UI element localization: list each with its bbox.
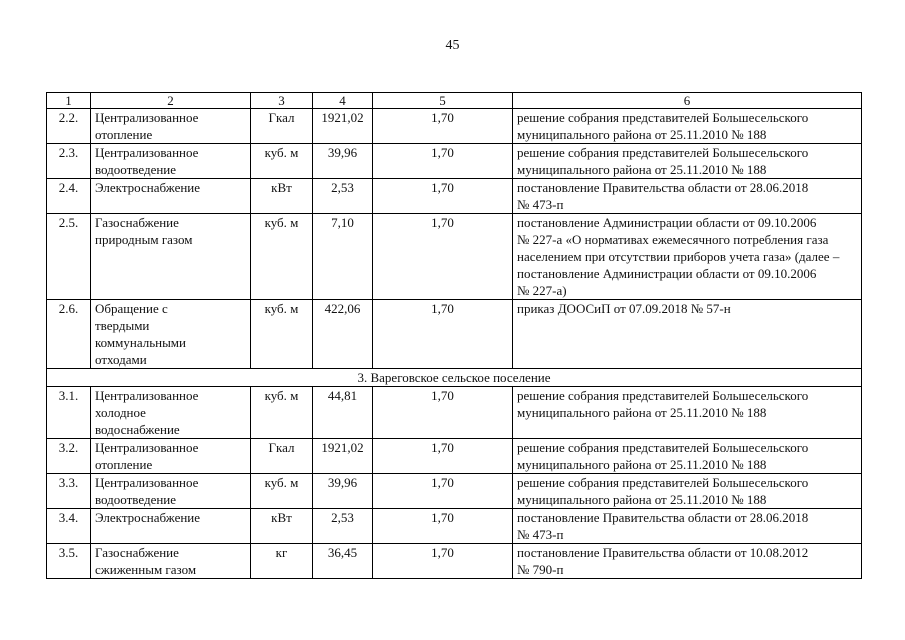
basis-cell-line: муниципального района от 25.11.2010 № 188 <box>517 492 767 507</box>
service-name-line: Электроснабжение <box>95 510 201 525</box>
basis-cell-line: приказ ДООСиП от 07.09.2018 № 57-н <box>517 301 731 316</box>
table-row <box>47 474 862 509</box>
header-cell: 2 <box>91 93 251 109</box>
service-name-line: Газоснабжение <box>95 545 179 560</box>
service-name <box>91 300 251 369</box>
basis-cell-line: муниципального района от 25.11.2010 № 188 <box>517 457 767 472</box>
row-number: 3.1. <box>47 387 91 439</box>
header-cell: 4 <box>313 93 373 109</box>
section-block <box>47 369 862 387</box>
coefficient-cell: 1,70 <box>373 144 513 179</box>
unit-cell: Гкал <box>251 109 313 144</box>
table-body-block-a <box>47 93 862 369</box>
header-cell: 1 <box>47 93 91 109</box>
basis-cell <box>513 109 862 144</box>
header-cell: 3 <box>251 93 313 109</box>
value-cell: 2,53 <box>313 179 373 214</box>
basis-cell-line: постановление Правительства области от 28.06.2018 <box>517 510 809 525</box>
norms-table <box>46 92 862 579</box>
service-name-line: отходами <box>95 352 147 367</box>
basis-cell-line: решение собрания представителей Большесельского <box>517 110 809 125</box>
unit-cell: кВт <box>251 509 313 544</box>
unit-cell: куб. м <box>251 387 313 439</box>
service-name <box>91 509 251 544</box>
coefficient-cell: 1,70 <box>373 300 513 369</box>
unit-cell: кг <box>251 544 313 579</box>
service-name <box>91 474 251 509</box>
table-row <box>47 179 862 214</box>
basis-cell-line: № 227-а) <box>517 283 567 298</box>
service-name-line: природным газом <box>95 232 193 247</box>
basis-cell-line: № 473-п <box>517 527 564 542</box>
service-name <box>91 144 251 179</box>
unit-cell: куб. м <box>251 300 313 369</box>
basis-cell <box>513 387 862 439</box>
value-cell: 1921,02 <box>313 439 373 474</box>
basis-cell-line: постановление Правительства области от 28.06.2018 <box>517 180 809 195</box>
coefficient-cell: 1,70 <box>373 474 513 509</box>
value-cell: 36,45 <box>313 544 373 579</box>
basis-cell-line: муниципального района от 25.11.2010 № 188 <box>517 127 767 142</box>
coefficient-cell: 1,70 <box>373 214 513 300</box>
header-cell: 6 <box>513 93 862 109</box>
service-name <box>91 109 251 144</box>
row-number: 2.3. <box>47 144 91 179</box>
row-number: 2.4. <box>47 179 91 214</box>
row-number: 2.5. <box>47 214 91 300</box>
header-row <box>47 93 862 109</box>
service-name-line: Централизованное <box>95 475 199 490</box>
service-name-line: отопление <box>95 457 153 472</box>
service-name-line: водоснабжение <box>95 422 180 437</box>
table-row <box>47 387 862 439</box>
service-name <box>91 179 251 214</box>
service-name-line: водоотведение <box>95 162 177 177</box>
page-number: 45 <box>445 38 460 53</box>
basis-cell-line: № 227-а «О нормативах ежемесячного потребления газа <box>517 232 829 247</box>
unit-cell: куб. м <box>251 474 313 509</box>
basis-cell-line: населением при отсутствии приборов учета газа» (далее – <box>517 249 840 264</box>
service-name-line: сжиженным газом <box>95 562 197 577</box>
basis-cell <box>513 144 862 179</box>
table-row <box>47 214 862 300</box>
row-number: 3.3. <box>47 474 91 509</box>
row-number: 2.6. <box>47 300 91 369</box>
service-name-line: Централизованное <box>95 388 199 403</box>
unit-cell: куб. м <box>251 144 313 179</box>
table-row <box>47 144 862 179</box>
service-name-line: Централизованное <box>95 145 199 160</box>
basis-cell-line: муниципального района от 25.11.2010 № 188 <box>517 162 767 177</box>
coefficient-cell: 1,70 <box>373 439 513 474</box>
basis-cell-line: постановление Администрации области от 09.10.2006 <box>517 215 817 230</box>
section-title: 3. Вареговское сельское поселение <box>47 369 862 387</box>
basis-cell <box>513 300 862 369</box>
row-number: 2.2. <box>47 109 91 144</box>
basis-cell-line: решение собрания представителей Большесельского <box>517 440 809 455</box>
table-row <box>47 439 862 474</box>
basis-cell-line: решение собрания представителей Большесельского <box>517 388 809 403</box>
coefficient-cell: 1,70 <box>373 179 513 214</box>
value-cell: 422,06 <box>313 300 373 369</box>
header-cell: 5 <box>373 93 513 109</box>
section-row <box>47 369 862 387</box>
basis-cell <box>513 544 862 579</box>
basis-cell-line: постановление Администрации области от 09.10.2006 <box>517 266 817 281</box>
service-name <box>91 214 251 300</box>
row-number: 3.4. <box>47 509 91 544</box>
basis-cell-line: решение собрания представителей Большесельского <box>517 475 809 490</box>
service-name-line: Централизованное <box>95 110 199 125</box>
basis-cell <box>513 179 862 214</box>
basis-cell-line: решение собрания представителей Большесельского <box>517 145 809 160</box>
service-name-line: отопление <box>95 127 153 142</box>
table-row <box>47 109 862 144</box>
table-row <box>47 300 862 369</box>
value-cell: 39,96 <box>313 144 373 179</box>
basis-cell <box>513 509 862 544</box>
service-name-line: коммунальными <box>95 335 186 350</box>
value-cell: 2,53 <box>313 509 373 544</box>
basis-cell-line: постановление Правительства области от 10.08.2012 <box>517 545 809 560</box>
basis-cell-line: № 790-п <box>517 562 564 577</box>
service-name-line: Централизованное <box>95 440 199 455</box>
coefficient-cell: 1,70 <box>373 109 513 144</box>
basis-cell <box>513 474 862 509</box>
row-number: 3.2. <box>47 439 91 474</box>
value-cell: 44,81 <box>313 387 373 439</box>
service-name <box>91 439 251 474</box>
coefficient-cell: 1,70 <box>373 509 513 544</box>
table-row <box>47 544 862 579</box>
value-cell: 1921,02 <box>313 109 373 144</box>
basis-cell <box>513 439 862 474</box>
service-name <box>91 544 251 579</box>
value-cell: 7,10 <box>313 214 373 300</box>
table-body-block-b <box>47 387 862 579</box>
unit-cell: Гкал <box>251 439 313 474</box>
value-cell: 39,96 <box>313 474 373 509</box>
service-name <box>91 387 251 439</box>
service-name-line: водоотведение <box>95 492 177 507</box>
basis-cell <box>513 214 862 300</box>
coefficient-cell: 1,70 <box>373 544 513 579</box>
row-number: 3.5. <box>47 544 91 579</box>
service-name-line: Обращение с <box>95 301 168 316</box>
unit-cell: кВт <box>251 179 313 214</box>
service-name-line: холодное <box>95 405 146 420</box>
service-name-line: Электроснабжение <box>95 180 201 195</box>
basis-cell-line: муниципального района от 25.11.2010 № 188 <box>517 405 767 420</box>
table-row <box>47 509 862 544</box>
service-name-line: твердыми <box>95 318 150 333</box>
coefficient-cell: 1,70 <box>373 387 513 439</box>
unit-cell: куб. м <box>251 214 313 300</box>
service-name-line: Газоснабжение <box>95 215 179 230</box>
basis-cell-line: № 473-п <box>517 197 564 212</box>
